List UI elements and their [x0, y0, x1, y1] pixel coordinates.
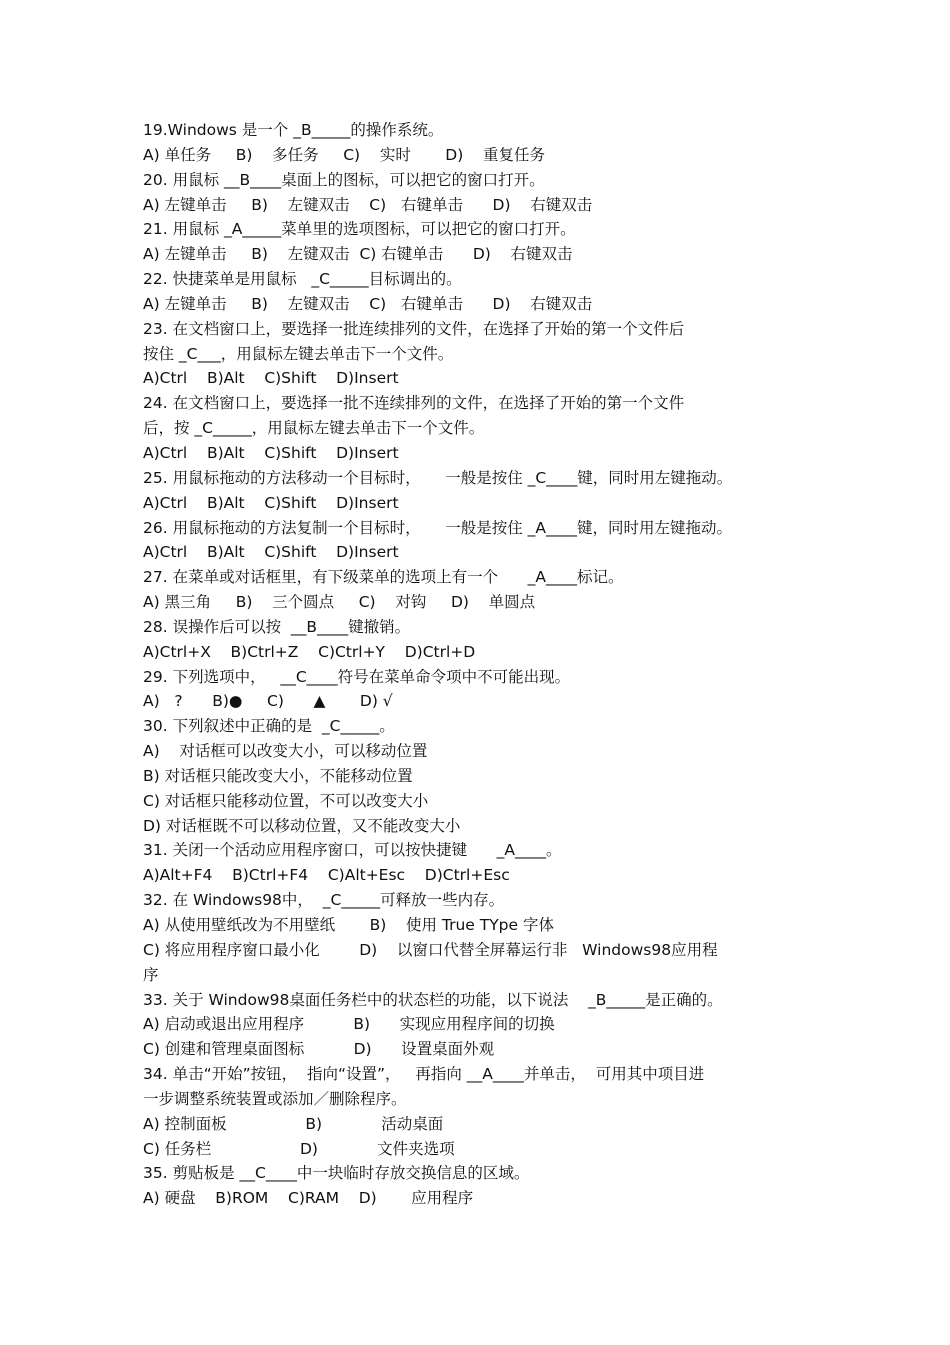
question-29: 29. 下列选项中， __C____符号在菜单命令项中不可能出现。: [143, 667, 571, 686]
question-33: 33. 关于 Window98桌面任务栏中的状态栏的功能，以下说法 _B_____是正确的。: [143, 990, 723, 1009]
option-30-c: C) 对话框只能移动位置，不可以改变大小: [143, 791, 429, 810]
options-31: A)Alt+F4 B)Ctrl+F4 C)Alt+Esc D)Ctrl+Esc: [143, 866, 510, 885]
question-23: 23. 在文档窗口上，要选择一批连续排列的文件，在选择了开始的第一个文件后: [143, 319, 685, 338]
options-22: A) 左键单击 B) 左键双击 C) 右键单击 D) 右键双击: [143, 294, 593, 313]
options-35: A) 硬盘 B)ROM C)RAM D) 应用程序: [143, 1189, 474, 1208]
options-33-ab: A) 启动或退出应用程序 B) 实现应用程序间的切换: [143, 1015, 555, 1034]
option-30-a: A) 对话框可以改变大小，可以移动位置: [143, 742, 428, 761]
question-25: 25. 用鼠标拖动的方法移动一个目标时， 一般是按住 _C____键，同时用左键拖动。: [143, 468, 733, 487]
question-19: 19.Windows 是一个 _B_____的操作系统。: [143, 121, 444, 139]
document-body: [143, 118, 833, 1211]
options-29: A) ? B)● C) ▲ D) √: [143, 692, 393, 711]
options-32-cont: 序: [143, 965, 159, 984]
question-26: 26. 用鼠标拖动的方法复制一个目标时， 一般是按住 _A____键，同时用左键拖动。: [143, 518, 732, 537]
options-33-cd: C) 创建和管理桌面图标 D) 设置桌面外观: [143, 1040, 495, 1059]
options-27: A) 黑三角 B) 三个圆点 C) 对钩 D) 单圆点: [143, 593, 536, 612]
options-21: A) 左键单击 B) 左键双击 C) 右键单击 D) 右键双击: [143, 245, 573, 264]
options-28: A)Ctrl+X B)Ctrl+Z C)Ctrl+Y D)Ctrl+D: [143, 642, 476, 661]
option-30-b: B) 对话框只能改变大小，不能移动位置: [143, 766, 413, 785]
options-25: A)Ctrl B)Alt C)Shift D)Insert: [143, 493, 399, 512]
options-19: A) 单任务 B) 多任务 C) 实时 D) 重复任务: [143, 145, 545, 164]
options-32-cd: C) 将应用程序窗口最小化 D) 以窗口代替全屏幕运行非 Windows98应用程: [143, 940, 718, 959]
options-23: A)Ctrl B)Alt C)Shift D)Insert: [143, 369, 399, 388]
options-26: A)Ctrl B)Alt C)Shift D)Insert: [143, 543, 399, 562]
options-20: A) 左键单击 B) 左键双击 C) 右键单击 D) 右键双击: [143, 195, 593, 214]
question-27: 27. 在菜单或对话框里，有下级菜单的选项上有一个 _A____标记。: [143, 568, 624, 587]
question-32: 32. 在 Windows98中， _C_____可释放一些内存。: [143, 891, 505, 910]
question-30: 30. 下列叙述中正确的是 _C_____。: [143, 717, 395, 736]
question-24: 24. 在文档窗口上，要选择一批不连续排列的文件，在选择了开始的第一个文件: [143, 394, 685, 413]
question-22: 22. 快捷菜单是用鼠标 _C_____目标调出的。: [143, 270, 462, 289]
options-32-ab: A) 从使用壁纸改为不用壁纸 B) 使用 True TYpe 字体: [143, 916, 554, 934]
question-24-cont: 后，按 _C_____，用鼠标左键去单击下一个文件。: [143, 419, 485, 438]
options-24: A)Ctrl B)Alt C)Shift D)Insert: [143, 443, 399, 462]
question-34: 34. 单击“开始”按钮， 指向“设置”， 再指向 __A____并单击， 可用其中项目进: [143, 1065, 705, 1084]
options-34-cd: C) 任务栏 D) 文件夹选项: [143, 1139, 455, 1158]
question-35: 35. 剪贴板是 __C____中一块临时存放交换信息的区域。: [143, 1164, 530, 1183]
question-34-cont: 一步调整系统装置或添加／删除程序。: [143, 1089, 407, 1108]
question-20: 20. 用鼠标 __B____桌面上的图标，可以把它的窗口打开。: [143, 170, 545, 189]
question-28: 28. 误操作后可以按 __B____键撤销。: [143, 617, 411, 636]
question-23-cont: 按住 _C___，用鼠标左键去单击下一个文件。: [143, 344, 454, 363]
option-30-d: D) 对话框既不可以移动位置，又不能改变大小: [143, 816, 461, 835]
question-31: 31. 关闭一个活动应用程序窗口，可以按快捷键 _A____。: [143, 841, 562, 860]
question-21: 21. 用鼠标 _A_____菜单里的选项图标，可以把它的窗口打开。: [143, 220, 576, 239]
options-34-ab: A) 控制面板 B) 活动桌面: [143, 1114, 444, 1133]
